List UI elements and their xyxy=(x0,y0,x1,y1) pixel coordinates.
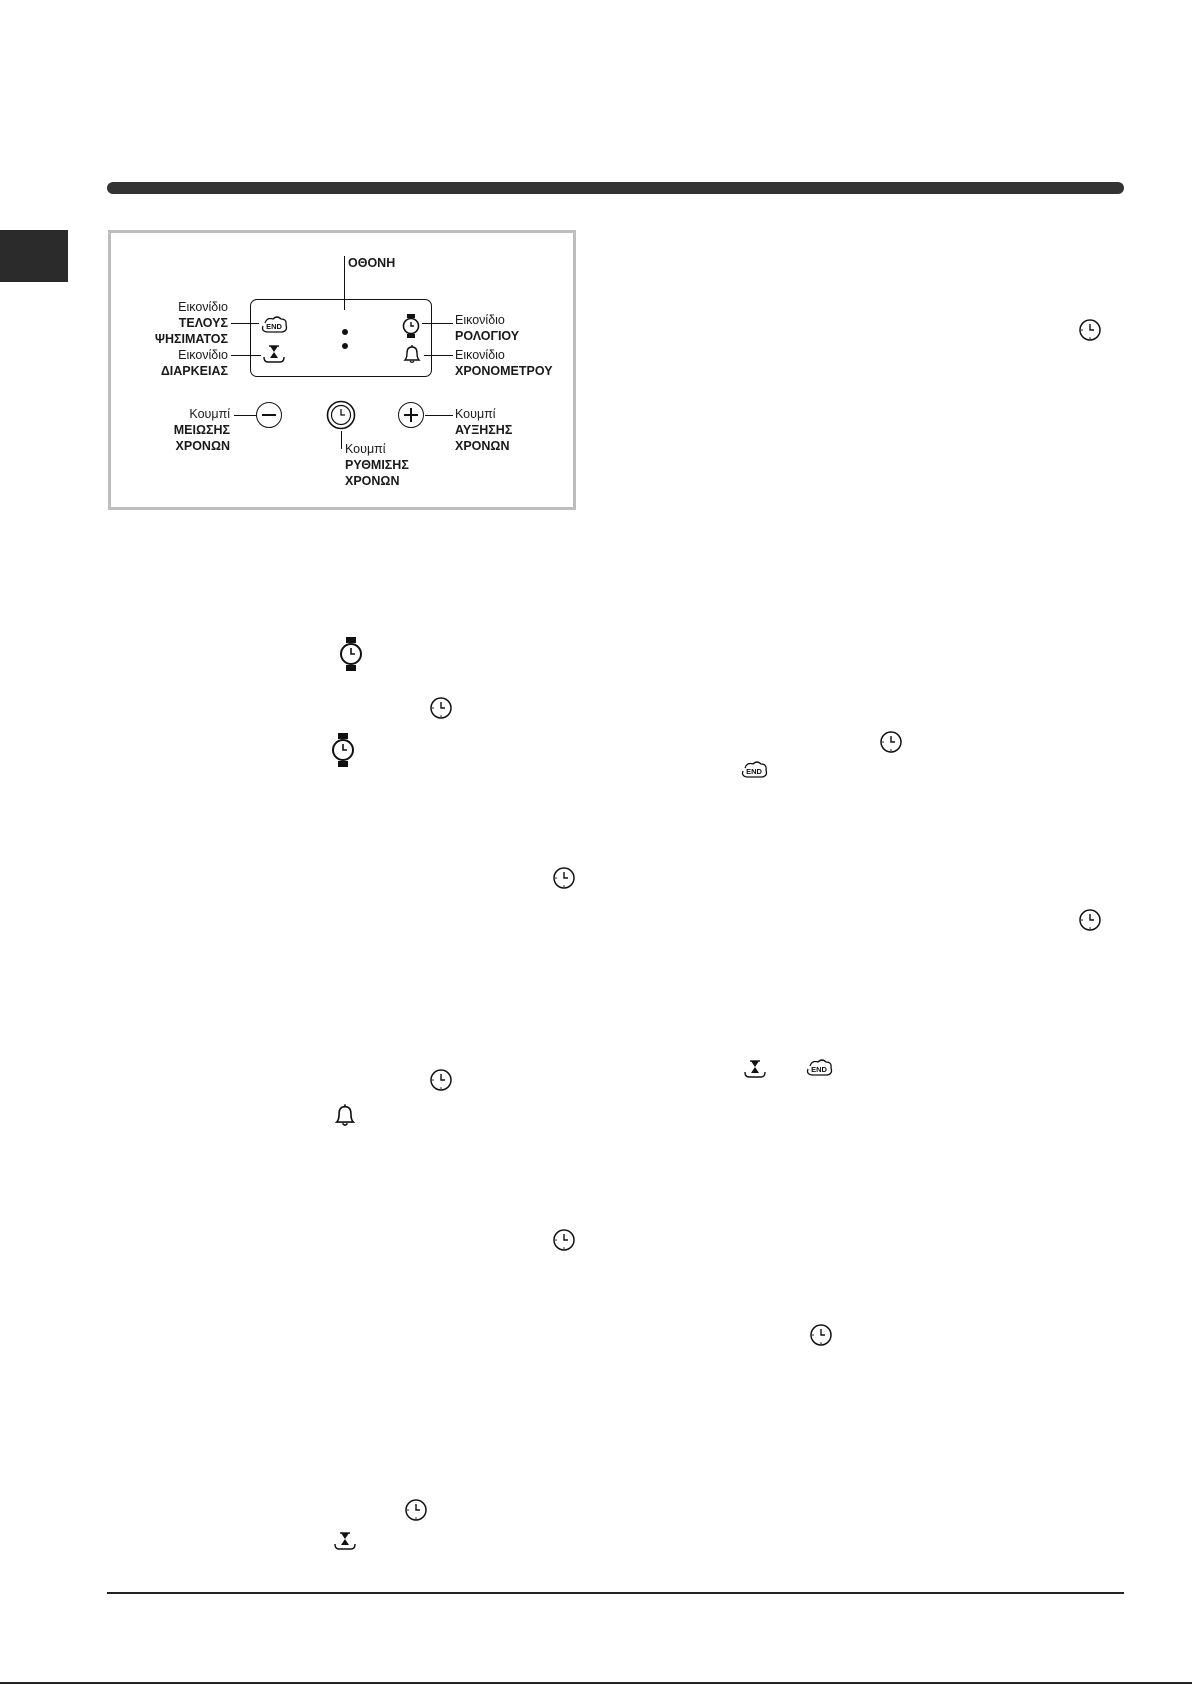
dial-icon xyxy=(429,1068,453,1092)
end-glyph-text: END xyxy=(746,767,762,776)
language-tab xyxy=(0,230,68,282)
duration-icon xyxy=(743,1058,767,1080)
set-time-button[interactable] xyxy=(326,400,356,430)
dial-icon xyxy=(809,1323,833,1347)
top-rule xyxy=(107,182,1124,194)
minus-button[interactable] xyxy=(256,402,282,428)
display-label: ΟΘΟΝΗ xyxy=(348,256,396,270)
end-icon xyxy=(259,315,289,337)
watch-icon xyxy=(340,636,362,672)
dial-icon xyxy=(429,696,453,720)
end-icon-leader xyxy=(231,323,259,324)
clock-icon xyxy=(402,313,420,339)
end-glyph-text: END xyxy=(811,1065,827,1074)
plus-button[interactable] xyxy=(398,402,424,428)
bell-icon xyxy=(332,1102,358,1128)
dial-icon xyxy=(879,730,903,754)
set-button-label: Κουμπί ΡΥΘΜΙΣΗΣ ΧΡΟΝΩΝ xyxy=(345,442,409,488)
duration-icon xyxy=(333,1530,357,1552)
watch-icon xyxy=(332,732,354,768)
end-icon xyxy=(739,760,769,782)
bell-icon xyxy=(401,343,423,365)
page-edge-rule xyxy=(0,1682,1192,1684)
display-colon-dot-bottom xyxy=(342,343,348,349)
duration-icon-leader xyxy=(231,355,261,356)
minus-button-label: Κουμπί ΜΕΙΩΣΗΣ ΧΡΟΝΩΝ xyxy=(173,407,230,453)
timer-icon-leader xyxy=(424,355,453,356)
dial-icon xyxy=(1078,908,1102,932)
clock-icon-label: Εικονίδιο ΡΟΛΟΓΙΟΥ xyxy=(455,313,520,343)
clock-icon-leader xyxy=(422,323,453,324)
timer-icon-label: Εικονίδιο ΧΡΟΝΟΜΕΤΡΟΥ xyxy=(455,348,553,378)
dial-icon xyxy=(552,1228,576,1252)
bottom-rule xyxy=(107,1592,1124,1594)
dial-icon xyxy=(552,866,576,890)
end-icon-label: Εικονίδιο ΤΕΛΟΥΣ ΨΗΣΙΜΑΤΟΣ xyxy=(154,300,228,346)
duration-icon-label: Εικονίδιο ΔΙΑΡΚΕΙΑΣ xyxy=(160,348,228,378)
duration-icon xyxy=(262,343,286,365)
plus-button-label: Κουμπί ΑΥΞΗΣΗΣ ΧΡΟΝΩΝ xyxy=(455,407,513,453)
dial-icon xyxy=(404,1498,428,1522)
end-glyph-text: END xyxy=(266,322,282,331)
plus-button-leader xyxy=(425,415,453,416)
end-icon xyxy=(804,1058,834,1080)
minus-button-leader xyxy=(234,415,256,416)
set-button-leader xyxy=(341,431,342,449)
display-colon-dot-top xyxy=(342,329,348,335)
dial-icon xyxy=(1078,318,1102,342)
